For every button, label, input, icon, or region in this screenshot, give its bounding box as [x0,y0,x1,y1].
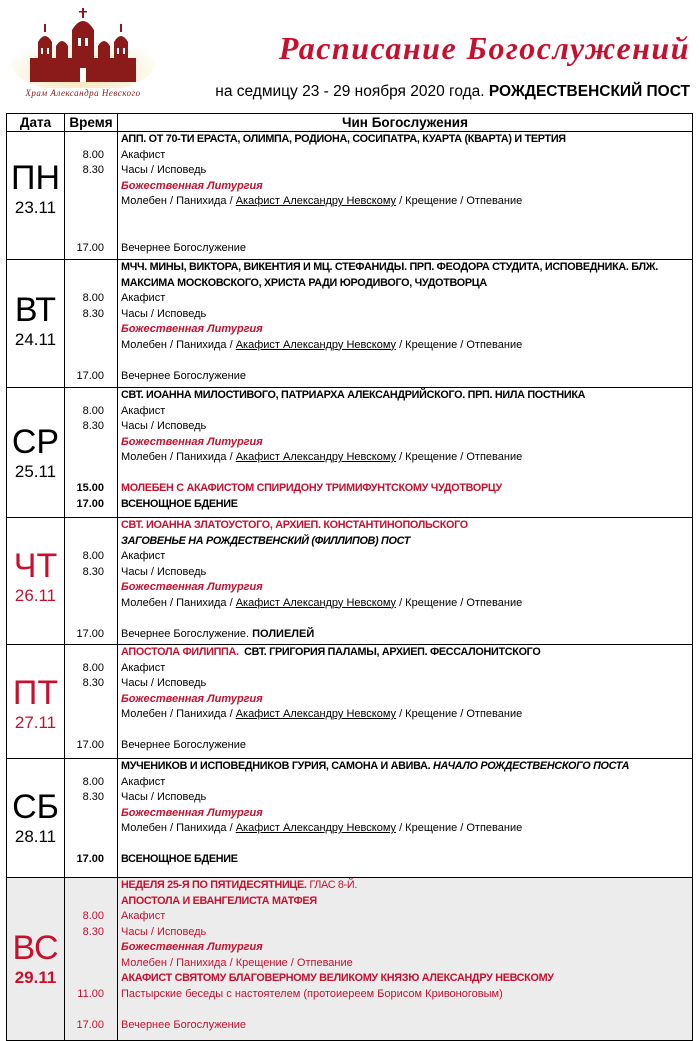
time-akathist: 8.00 [82,292,104,304]
day-cell [7,645,65,759]
service-cell [118,878,693,1041]
day-row-monday [7,132,693,260]
feast-note: ЗАГОВЕНЬЕ НА РОЖДЕСТВЕНСКИЙ (ФИЛЛИПОВ) ПОСТ [121,534,410,547]
day-cell [7,518,65,645]
column-header-service: Чин Богослужения [118,114,693,132]
schedule-table [6,113,693,1041]
service-akathist-nevsky: АКАФИСТ СВЯТОМУ БЛАГОВЕРНОМУ ВЕЛИКОМУ КНЯЗЮ АЛЕКСАНДРУ НЕВСКОМУ [121,972,554,984]
akathist-nevsky-link[interactable]: Акафист Александру Невскому [235,338,397,351]
feast-title: НЕДЕЛЯ 25-Я ПО ПЯТИДЕСЯТНИЦЕ. ГЛАС 8-Й. [121,879,358,891]
page-subtitle [215,83,690,101]
service-cell [118,388,693,518]
times-cell [65,878,118,1041]
service-vespers: Вечернее Богослужение. ПОЛИЕЛЕЙ [121,627,315,640]
akathist-nevsky-link[interactable]: Акафист Александру Невскому [235,451,397,463]
subtitle-fast: РОЖДЕСТВЕНСКИЙ ПОСТ [488,83,690,100]
service-vigil: ВСЕНОЩНОЕ БДЕНИЕ [121,853,238,865]
time-hours: 8.30 [82,925,104,938]
service-liturgy: Божественная Литургия [121,179,263,192]
table-header-row [7,114,693,132]
service-akathist: Акафист [121,292,166,304]
akathist-nevsky-link[interactable]: Акафист Александру Невскому [235,822,397,834]
day-row-wednesday [7,388,693,518]
akathist-nevsky-link[interactable]: Акафист Александру Невскому [235,195,397,207]
times-cell [65,518,118,645]
service-hours: Часы / Исповедь [121,164,207,176]
service-liturgy: Божественная Литургия [121,323,263,335]
time-hours: 8.30 [82,420,104,432]
day-cell [7,260,65,388]
service-akathist: Акафист [121,148,166,161]
time-hours: 8.30 [82,677,104,689]
day-abbr: ЧТ [13,547,58,585]
time-akathist: 8.00 [82,148,104,161]
service-akathist: Акафист [121,910,166,922]
time-akathist: 8.00 [82,550,104,562]
service-hours: Часы / Исповедь [121,307,207,320]
feast-title: СВТ. ИОАННА ЗЛАТОУСТОГО, АРХИЕП. КОНСТАНТИНОПОЛЬСКОГО [121,519,468,531]
day-date: 27.11 [14,713,57,732]
time-akathist: 8.00 [82,910,104,922]
service-liturgy: Божественная Литургия [121,941,263,953]
service-cell [118,759,693,878]
service-liturgy: Божественная Литургия [121,692,263,705]
column-header-time: Время [65,114,118,132]
day-abbr: СР [11,423,60,461]
service-moleben: Молебен / Панихида / Акафист Александру Невскому / Крещение / Отпевание [121,708,523,720]
service-akathist: Акафист [121,775,166,788]
time-vespers: 17.00 [76,1018,104,1031]
time-vespers: 17.00 [76,627,104,640]
times-cell [65,388,118,518]
church-logo [8,8,158,103]
day-row-thursday [7,518,693,645]
time-vespers: 17.00 [76,241,104,254]
akathist-nevsky-link[interactable]: Акафист Александру Невскому [235,708,397,720]
service-liturgy: Божественная Литургия [121,435,263,448]
times-cell [65,759,118,878]
time-vigil: 17.00 [76,853,104,865]
time-moleben: 15.00 [76,482,104,494]
times-cell [65,132,118,260]
day-cell [7,132,65,260]
time-hours: 8.30 [82,307,104,320]
service-liturgy: Божественная Литургия [121,806,263,819]
day-row-saturday [7,759,693,878]
akathist-nevsky-link[interactable]: Акафист Александру Невскому [235,596,397,609]
time-talks: 11.00 [77,987,104,1000]
day-abbr: ПН [11,159,60,197]
service-vigil: ВСЕНОЩНОЕ БДЕНИЕ [121,497,238,510]
service-cell [118,260,693,388]
page-title: Расписание Богослужений [278,30,690,66]
day-abbr: ВТ [14,291,57,329]
service-vespers: Вечернее Богослужение [121,241,247,254]
service-moleben: Молебен / Панихида / Акафист Александру Невскому / Крещение / Отпевание [121,195,523,207]
service-cell [118,132,693,260]
times-cell [65,645,118,759]
time-vespers: 17.00 [76,739,104,751]
day-abbr: ВС [12,929,59,967]
service-moleben: Молебен / Панихида / Акафист Александру Невскому / Крещение / Отпевание [121,451,523,463]
time-hours: 8.30 [82,164,104,176]
day-date: 24.11 [14,330,57,349]
service-hours: Часы / Исповедь [121,925,207,938]
day-date: 28.11 [14,827,57,846]
page-header [0,0,700,112]
service-moleben: Молебен / Панихида / Акафист Александру Невскому / Крещение / Отпевание [121,822,523,834]
service-vespers: Вечернее Богослужение [121,739,247,751]
church-icon [8,8,158,88]
column-header-date: Дата [7,114,65,132]
tone: ГЛАС 8-Й. [309,879,358,891]
logo-caption: Храм Александра Невского [25,88,141,98]
feast-note: НАЧАЛО РОЖДЕСТВЕНСКОГО ПОСТА [433,760,630,772]
day-row-sunday [7,878,693,1041]
service-cell [118,518,693,645]
service-moleben: Молебен / Панихида / Акафист Александру Невскому / Крещение / Отпевание [121,338,523,351]
time-akathist: 8.00 [82,404,104,417]
service-akathist: Акафист [121,661,166,674]
feast-title-red: АПОСТОЛА ФИЛИППА. [121,646,239,658]
day-date: 25.11 [14,462,57,481]
day-cell [7,759,65,878]
service-hours: Часы / Исповедь [121,420,207,432]
day-date: 23.11 [14,198,57,217]
service-spiridon-moleben: МОЛЕБЕН С АКАФИСТОМ СПИРИДОНУ ТРИМИФУНТСКОМУ ЧУДОТВОРЦУ [121,482,502,494]
service-akathist: Акафист [121,404,166,417]
service-hours: Часы / Исповедь [121,791,207,803]
service-liturgy: Божественная Литургия [121,581,263,593]
day-abbr: СБ [12,788,59,826]
feast-title: МЧЧ. МИНЫ, ВИКТОРА, ВИКЕНТИЯ И МЦ. СТЕФАНИДЫ. ПРП. ФЕОДОРА СТУДИТА, ИСПОВЕДНИКА. БЛЖ. МАКСИМА МОСКОВСКОГО, ХРИСТА РАДИ ЮРОДИВОГО, ЧУДОТВОРЦА [121,261,658,289]
feast-title: АПП. ОТ 70-ТИ ЕРАСТА, ОЛИМПА, РОДИОНА, СОСИПАТРА, КУАРТА (КВАРТА) И ТЕРТИЯ [121,133,566,145]
feast-title: АПОСТОЛА ФИЛИППА. СВТ. ГРИГОРИЯ ПАЛАМЫ, АРХИЕП. ФЕССАЛОНИТСКОГО [121,646,541,658]
day-date: 29.11 [14,968,57,987]
service-moleben: Молебен / Панихида / Акафист Александру Невскому / Крещение / Отпевание [121,596,523,609]
time-akathist: 8.00 [82,775,104,788]
feast-title: МУЧЕНИКОВ И ИСПОВЕДНИКОВ ГУРИЯ, САМОНА И АВИВА. НАЧАЛО РОЖДЕСТВЕНСКОГО ПОСТА [121,760,630,772]
service-pastoral-talks: Пастырские беседы с настоятелем (протоиереем Борисом Кривоноговым) [121,987,503,1000]
subtitle-week: на седмицу 23 - 29 ноября 2020 года. [215,83,485,100]
day-row-friday [7,645,693,759]
feast-title: СВТ. ИОАННА МИЛОСТИВОГО, ПАТРИАРХА АЛЕКСАНДРИЙСКОГО. ПРП. НИЛА ПОСТНИКА [121,389,586,401]
service-vespers: Вечернее Богослужение [121,369,247,382]
day-cell [7,388,65,518]
day-date: 26.11 [14,586,57,605]
service-akathist: Акафист [121,550,166,562]
service-moleben: Молебен / Панихида / Крещение / Отпевание [121,956,353,969]
day-abbr: ПТ [12,674,59,712]
feast-title-2: АПОСТОЛА И ЕВАНГЕЛИСТА МАТФЕЯ [121,894,317,907]
service-hours: Часы / Исповедь [121,677,207,689]
times-cell [65,260,118,388]
service-vespers: Вечернее Богослужение [121,1018,247,1031]
day-row-tuesday [7,260,693,388]
time-vigil: 17.00 [76,497,104,510]
polyeley: ПОЛИЕЛЕЙ [252,627,315,640]
time-akathist: 8.00 [82,661,104,674]
day-cell [7,878,65,1041]
time-hours: 8.30 [82,791,104,803]
time-vespers: 17.00 [76,369,104,382]
service-cell [118,645,693,759]
time-hours: 8.30 [82,565,104,578]
service-hours: Часы / Исповедь [121,565,207,578]
